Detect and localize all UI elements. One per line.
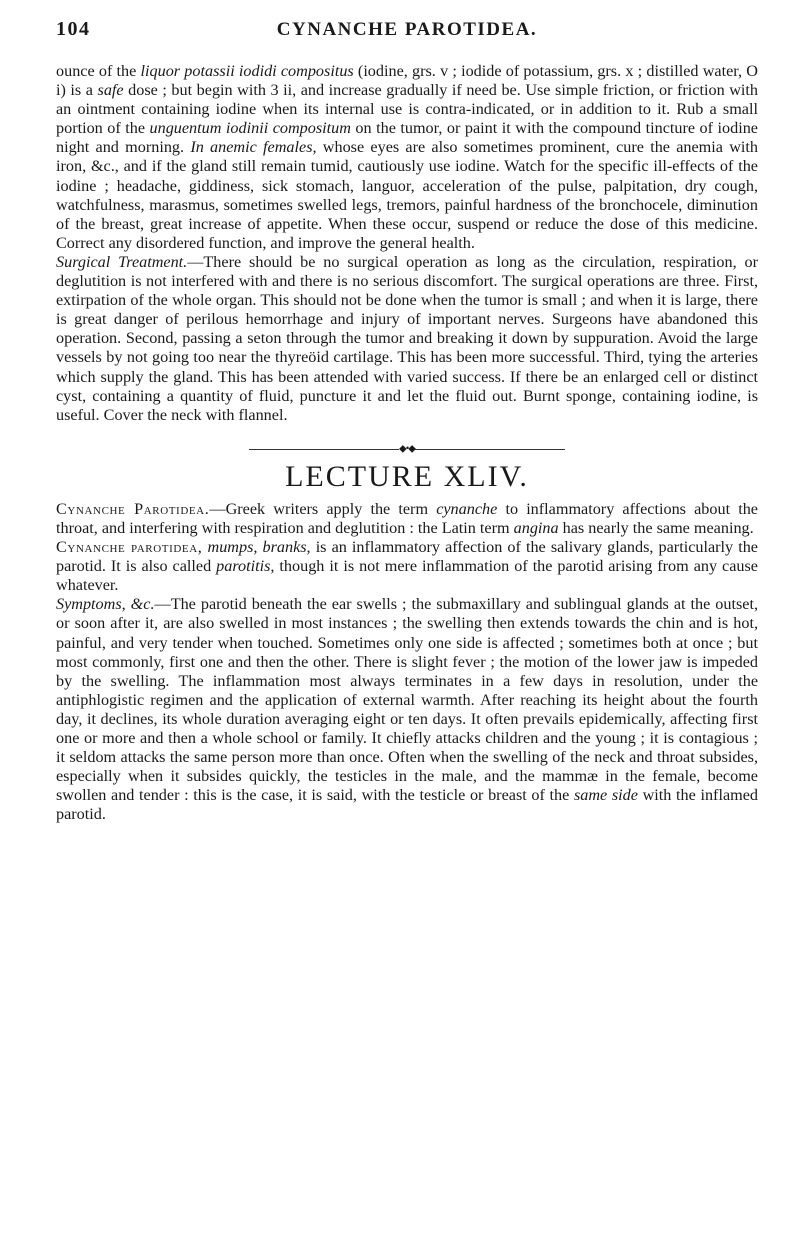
paragraph-lead: Symptoms, &c.: [56, 595, 155, 614]
paragraph-surgical-treatment: [56, 253, 758, 425]
italic-term: In anemic females,: [190, 138, 317, 157]
paragraph-lead: Surgical Treatment.: [56, 252, 188, 271]
paragraph-cynanche-definition: [56, 500, 758, 538]
italic-term: parotitis,: [216, 557, 275, 576]
paragraph-lead: Cynanche Parotidea.: [56, 499, 210, 518]
text-run: though it is not mere inflammation of the parotid arising from any cause whatever.: [56, 557, 758, 595]
section-ornament: [56, 439, 758, 455]
italic-term: liquor potassii iodidi compositus: [140, 62, 354, 80]
text-run: (iodine, grs. v ; iodide of potassium, grs. x ; distilled water, O i) is a: [56, 62, 758, 100]
text-run: to inflammatory affections about the throat, and interfering with respiration and deglutition : the Latin term: [56, 499, 758, 537]
italic-term: mumps, branks,: [207, 538, 311, 557]
text-run: —Greek writers apply the term: [209, 499, 437, 518]
running-title: CYNANCHE PAROTIDEA.: [276, 19, 538, 40]
text-run: has nearly the same meaning.: [558, 518, 754, 537]
italic-term: angina: [513, 518, 559, 537]
text-run: —The parotid beneath the ear swells ; the submaxillary and sublingual glands at the outset, or soon after it, are also swelled in most instances ; the swelling then extends towards the chin and is hot, painful, and very tender when touched. Sometimes only one side is affected ; sometimes both at once ; but most commonly, first one and then the other. There is slight fever ; the motion of the lower jaw is impeded by the swelling. The inflammation most always terminates in a few days in resolution, under the antiphlogistic regimen and the application of external warmth. After reaching its height about the fourth day, it declines, its whole duration averaging eight or ten days. It often prevails epidemically, affecting first one or more and then a whole school or family. It chiefly attacks children and the young ; it is contagious ; it seldom attacks the same person more than once. Often when the swelling of the neck and throat subsides, especially when it subsides quickly, the testicles in the male, and the mammæ in the female, become swollen and tender : this is the case, it is said, with the testicle or breast of the: [56, 595, 759, 805]
paragraph-iodine-treatment: [56, 62, 758, 253]
ornament-rule: [249, 449, 399, 450]
italic-term: unguentum iodinii compositum: [149, 119, 351, 138]
body-text: [56, 62, 758, 824]
italic-term: cynanche: [436, 499, 498, 518]
text-run: —There should be no surgical operation as long as the circulation, respiration, or deglutition is not interfered with and there is no serious discomfort. The surgical operations are three. First, extirpation of the whole organ. This should not be done when the tumor is small ; and when it is large, there is great danger of perilous hemorrhage and injury of important nerves. Surgeons have abandoned this operation. Second, passing a seton through the tumor and breaking it down by suppuration. Avoid the large vessels by not going too near the thyreöid cartilage. This has been more successful. Third, tying the arteries which supply the gland. This has been attended with varied success. If there be an enlarged cell or distinct cyst, containing a quantity of fluid, puncture it and let the fluid out. Burnt sponge, containing iodine, is useful. Cover the neck with flannel.: [56, 252, 758, 424]
running-head: 104 CYNANCHE PAROTIDEA.: [56, 18, 758, 62]
paragraph-mumps: [56, 538, 758, 595]
italic-term: safe: [97, 81, 124, 100]
text-run: is an inflammatory affection of the salivary glands, particularly the parotid. It is also called: [56, 538, 758, 576]
paragraph-lead: Cynanche parotidea,: [56, 538, 203, 557]
text-run: with the inflamed parotid.: [56, 786, 758, 824]
ornament-rule: [415, 449, 565, 450]
paragraph-symptoms: [56, 595, 758, 824]
text-run: ounce of the: [56, 62, 141, 80]
text-run: on the tumor, or paint it with the compound tincture of iodine night and morning.: [56, 119, 758, 157]
text-run: whose eyes are also sometimes prominent, cure the anemia with iron, &c., and if the gland still remain tumid, cautiously use iodine. Watch for the specific ill-effects of the iodine ; headache, giddiness, sick stomach, languor, acceleration of the pulse, palpitation, dry cough, watchfulness, marasmus, sometimes swelled legs, tremors, painful hardness of the bronchocele, diminution of the breast, great increase of appetite. When these occur, suspend or reduce the dose of this medicine. Correct any disordered function, and improve the general health.: [56, 138, 758, 252]
italic-term: same side: [573, 786, 638, 805]
lecture-heading: LECTURE XLIV.: [285, 459, 529, 493]
ornament-glyph: ◆•◆: [399, 443, 415, 455]
text-run: dose ; but begin with 3 ii, and increase gradually if need be. Use simple friction, or friction with an ointment containing iodine when its internal use is contra-indicated, or in addition to it. Rub a small portion of the: [56, 81, 759, 138]
